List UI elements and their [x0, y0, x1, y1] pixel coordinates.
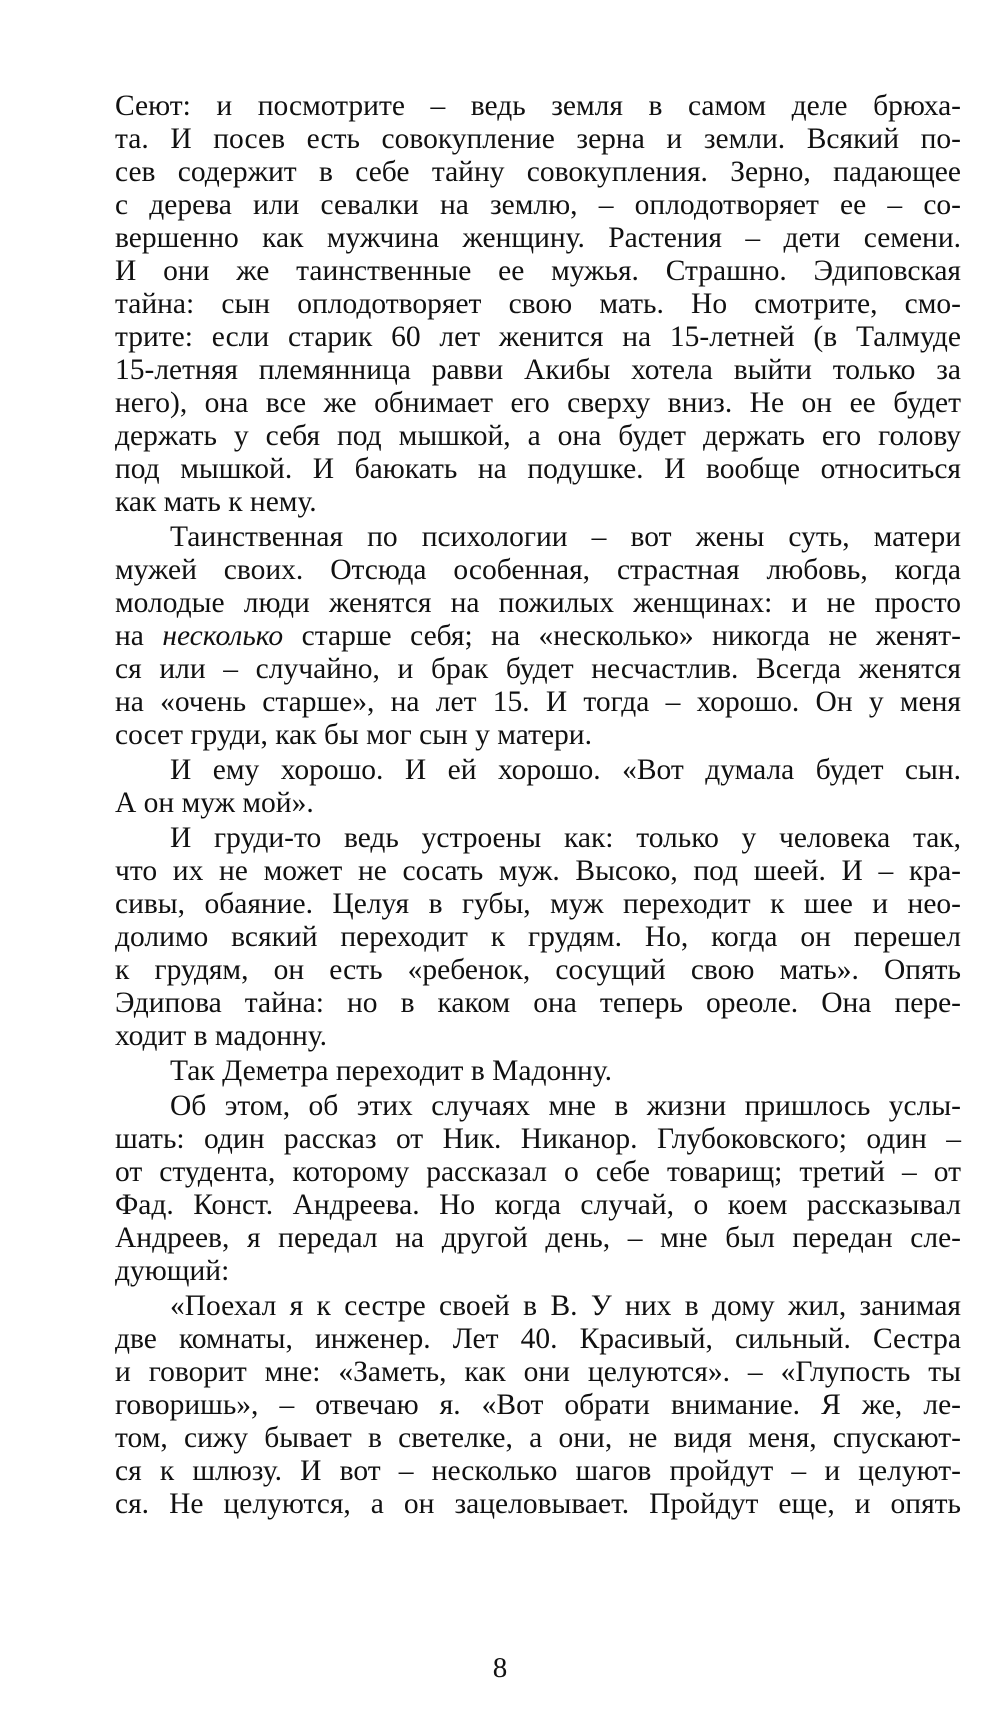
text-line-43: ся. Не целуются, а он зацеловывает. Пройдут еще, и опять: [115, 1488, 961, 1520]
text-line-20: сосет груди, как бы мог сын у матери.: [115, 719, 592, 751]
text-line-8: трите: если старик 60 лет женится на 15-летней (в Талмуде: [115, 321, 961, 353]
text-line-25: сивы, обаяние. Целуя в губы, муж переходит к шее и нео-: [115, 888, 961, 920]
text-line-22: А он муж мой».: [115, 787, 314, 819]
text-line-3: сев содержит в себе тайну совокупления. Зерно, падающее: [115, 156, 961, 188]
text-line-28: Эдипова тайна: но в каком она теперь ореоле. Она пере-: [115, 987, 961, 1019]
text-line-7: тайна: сын оплодотворяет свою мать. Но смотрите, смо-: [115, 288, 961, 320]
text-line-13: как мать к нему.: [115, 486, 317, 518]
text-line-30: Так Деметра переходит в Мадонну.: [170, 1055, 612, 1087]
text-line-10: него), она все же обнимает его сверху вниз. Не он ее будет: [115, 387, 961, 419]
text-line-9: 15-летняя племянница равви Акибы хотела выйти только за: [115, 354, 961, 386]
text-line-18: ся или – случайно, и брак будет несчастлив. Всегда женятся: [115, 653, 961, 685]
text-line-36: дующий:: [115, 1255, 230, 1287]
text-line-5: вершенно как мужчина женщину. Растения – дети семени.: [115, 222, 961, 254]
text-line-38: две комнаты, инженер. Лет 40. Красивый, сильный. Сестра: [115, 1323, 961, 1355]
italic-word: несколько: [162, 620, 284, 652]
text-line-14: Таинственная по психологии – вот жены суть, матери: [170, 521, 961, 553]
text-line-35: Андреев, я передал на другой день, – мне был передан сле-: [115, 1222, 961, 1254]
text-line-41: том, сижу бывает в светелке, а они, не видя меня, спускают-: [115, 1422, 961, 1454]
text-line-17: [115, 618, 961, 654]
text-line-27: к грудям, он есть «ребенок, сосущий свою мать». Опять: [115, 954, 961, 986]
text-line-4: с дерева или севалки на землю, – оплодотворяет ее – со-: [115, 189, 961, 221]
text-line-29: ходит в мадонну.: [115, 1020, 327, 1052]
text-line-21: И ему хорошо. И ей хорошо. «Вот думала будет сын.: [170, 754, 961, 786]
text-line-16: молодые люди женятся на пожилых женщинах: и не просто: [115, 587, 961, 619]
text-line-34: Фад. Конст. Андреева. Но когда случай, о коем рассказывал: [115, 1189, 961, 1221]
text-line-1: Сеют: и посмотрите – ведь земля в самом деле брюха-: [115, 90, 961, 122]
page-number: 8: [492, 1652, 508, 1684]
text-line-42: ся к шлюзу. И вот – несколько шагов пройдут – и целуют-: [115, 1455, 961, 1487]
text-line-23: И груди-то ведь устроены как: только у человека так,: [170, 822, 961, 854]
text-line-19: на «очень старше», на лет 15. И тогда – хорошо. Он у меня: [115, 686, 961, 718]
text-line-24: что их не может не сосать муж. Высоко, под шеей. И – кра-: [115, 855, 961, 887]
text-line-33: от студента, которому рассказал о себе товарищ; третий – от: [115, 1156, 961, 1188]
text-line-31: Об этом, об этих случаях мне в жизни пришлось услы-: [170, 1090, 961, 1122]
text-line-6: И они же таинственные ее мужья. Страшно. Эдиповская: [115, 255, 961, 287]
text-line-32: шать: один рассказ от Ник. Никанор. Глубоковского; один –: [115, 1123, 961, 1155]
text-line-17-start: на: [115, 620, 163, 652]
text-line-15: мужей своих. Отсюда особенная, страстная любовь, когда: [115, 554, 961, 586]
text-line-40: говоришь», – отвечаю я. «Вот обрати внимание. Я же, ле-: [115, 1389, 961, 1421]
text-line-2: та. И посев есть совокупление зерна и земли. Всякий по-: [115, 123, 961, 155]
text-line-17-end: старше себя; на «несколько» никогда не женят-: [283, 620, 961, 652]
text-line-12: под мышкой. И баюкать на подушке. И вообще относиться: [115, 453, 961, 485]
text-line-39: и говорит мне: «Заметь, как они целуются». – «Глупость ты: [115, 1356, 961, 1388]
text-line-11: держать у себя под мышкой, а она будет держать его голову: [115, 420, 961, 452]
text-line-26: долимо всякий переходит к грудям. Но, когда он перешел: [115, 921, 961, 953]
text-line-37: «Поехал я к сестре своей в В. У них в дому жил, занимая: [170, 1290, 961, 1322]
